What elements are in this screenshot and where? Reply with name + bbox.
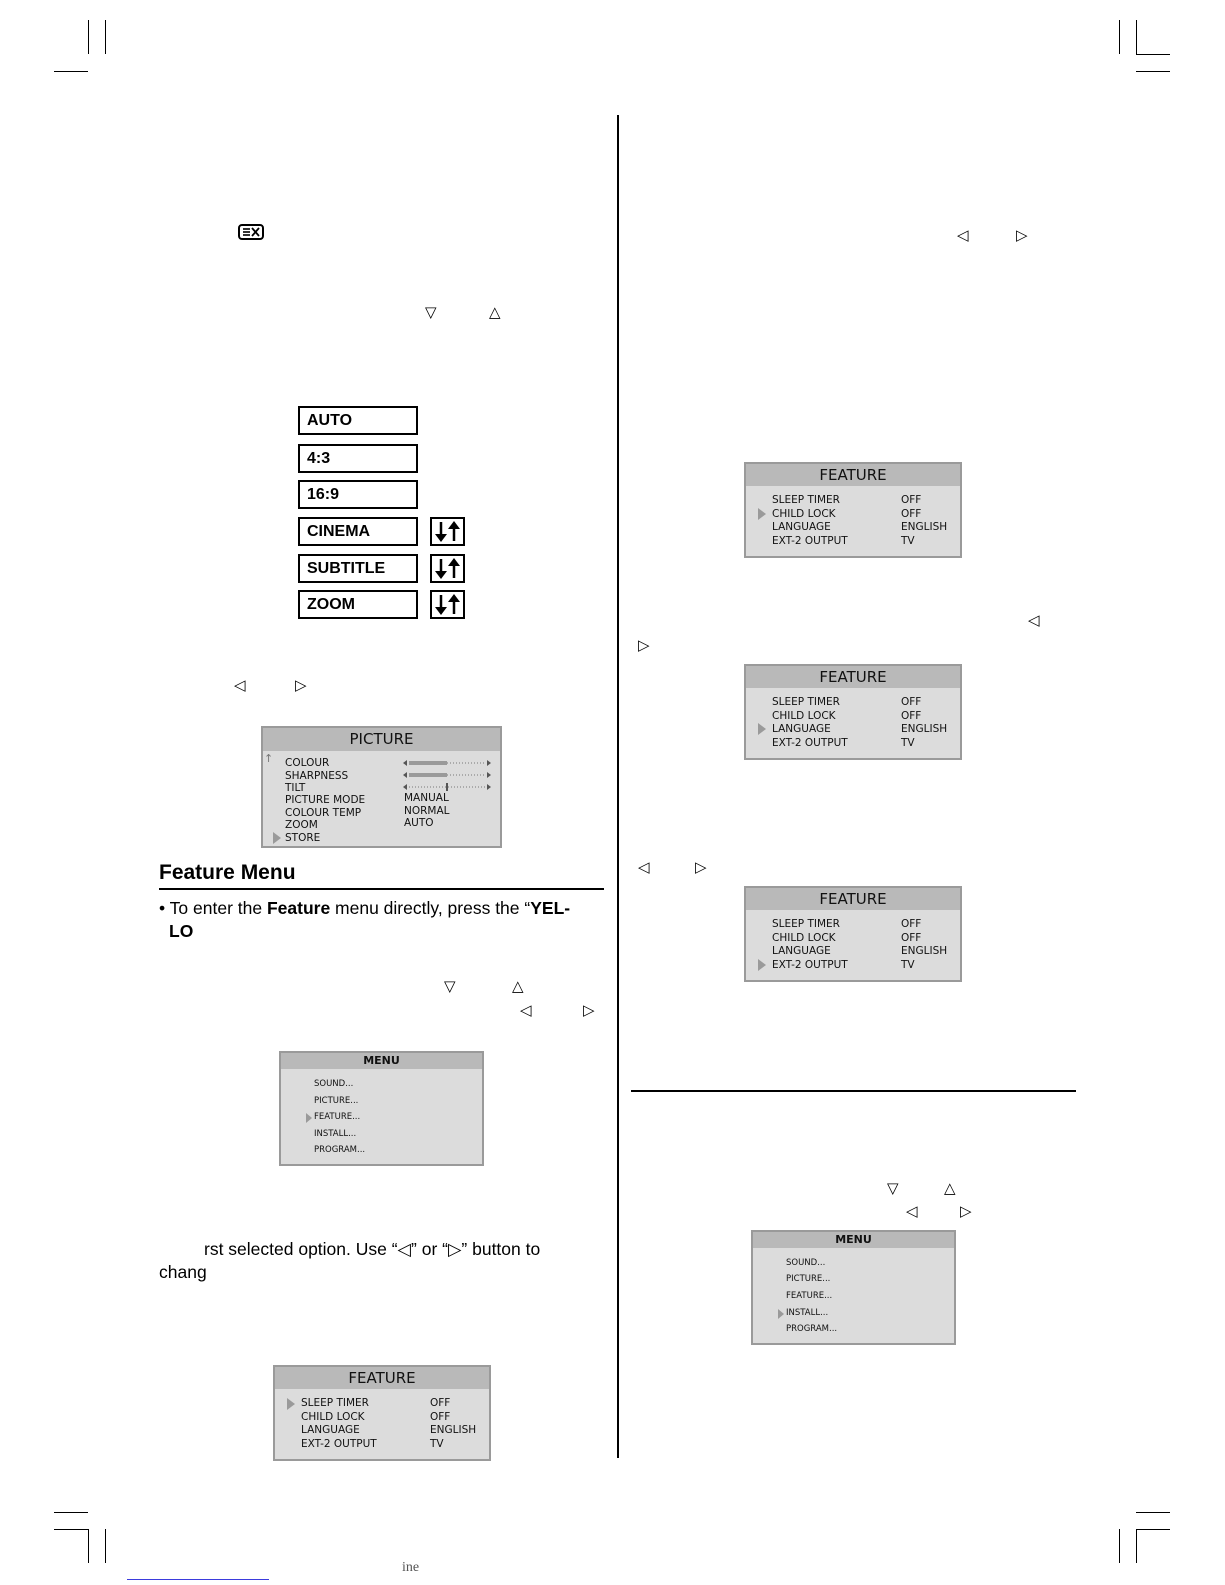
menu-item-picture: PICTURE... — [314, 1096, 359, 1106]
picture-menu — [261, 726, 502, 848]
main-menu-title: MENU — [281, 1053, 482, 1069]
picture-item-label: ZOOM — [285, 819, 318, 831]
feature-item-label: LANGUAGE — [772, 521, 831, 533]
left-triangle-icon: ◁ — [906, 1202, 918, 1220]
feature-item-value: OFF — [901, 508, 922, 520]
main-menu-title: MENU — [753, 1232, 954, 1248]
picture-item-label: PICTURE MODE — [285, 794, 366, 806]
selection-pointer-icon — [273, 832, 281, 844]
colour-slider — [403, 759, 491, 767]
zoom-mode-16-9: 16:9 — [298, 480, 418, 509]
right-triangle-icon: ▷ — [960, 1202, 972, 1220]
left-triangle-icon: ◁ — [638, 858, 650, 876]
feature-item-label: EXT-2 OUTPUT — [772, 535, 848, 547]
feature-item-label: EXT-2 OUTPUT — [772, 737, 848, 749]
section-rule — [631, 1090, 1076, 1092]
feature-item-value: OFF — [901, 710, 922, 722]
menu-item-program: PROGRAM... — [786, 1324, 838, 1334]
feature-intro-paragraph: • To enter the Feature menu directly, press the “YEL- LO — [159, 898, 571, 941]
feature-item-label: CHILD LOCK — [301, 1411, 365, 1423]
sharpness-slider — [403, 771, 491, 779]
zoom-mode-4-3: 4:3 — [298, 444, 418, 473]
feature-item-label: CHILD LOCK — [772, 710, 836, 722]
selection-pointer-icon — [778, 1309, 784, 1319]
menu-item-sound: SOUND... — [786, 1258, 826, 1268]
feature-item-label: CHILD LOCK — [772, 932, 836, 944]
footer-link-underline[interactable] — [127, 1579, 269, 1580]
feature-item-value: TV — [430, 1438, 444, 1450]
feature-item-label: SLEEP TIMER — [772, 696, 840, 708]
feature-menu — [744, 664, 962, 760]
feature-item-label: CHILD LOCK — [772, 508, 836, 520]
zoom-mode-zoom: ZOOM — [298, 590, 418, 619]
up-triangle-icon: △ — [944, 1179, 956, 1197]
down-triangle-icon: ▽ — [444, 977, 456, 995]
left-triangle-icon: ◁ — [520, 1001, 532, 1019]
up-triangle-icon: △ — [489, 303, 501, 321]
picture-item-value: AUTO — [404, 817, 434, 829]
feature-menu — [744, 886, 962, 982]
scroll-up-icon: ↑ — [264, 752, 274, 765]
up-down-arrows-icon — [430, 517, 465, 546]
feature-menu — [273, 1365, 491, 1461]
feature-item-value: OFF — [430, 1397, 451, 1409]
menu-item-install: INSTALL... — [786, 1308, 829, 1318]
feature-item-value: ENGLISH — [901, 521, 948, 533]
selection-pointer-icon — [287, 1398, 295, 1410]
feature-item-value: OFF — [901, 696, 922, 708]
feature-item-label: SLEEP TIMER — [772, 918, 840, 930]
feature-item-value: OFF — [901, 918, 922, 930]
feature-menu — [744, 462, 962, 558]
picture-item-value: NORMAL — [404, 805, 450, 817]
menu-item-program: PROGRAM... — [314, 1145, 366, 1155]
feature-item-label: LANGUAGE — [301, 1424, 360, 1436]
feature-item-label: LANGUAGE — [772, 945, 831, 957]
feature-menu-title: FEATURE — [746, 888, 960, 910]
down-triangle-icon: ▽ — [425, 303, 437, 321]
menu-item-feature: FEATURE... — [786, 1291, 833, 1301]
left-triangle-icon: ◁ — [1028, 611, 1040, 629]
picture-item-label: STORE — [285, 832, 321, 844]
feature-menu-heading: Feature Menu — [159, 861, 296, 884]
feature-menu-title: FEATURE — [746, 666, 960, 688]
subtitle-button-icon — [238, 224, 264, 245]
feature-item-value: OFF — [430, 1411, 451, 1423]
zoom-mode-auto: AUTO — [298, 406, 418, 435]
right-triangle-icon: ▷ — [583, 1001, 595, 1019]
feature-menu-title: FEATURE — [746, 464, 960, 486]
feature-item-value: TV — [901, 535, 915, 547]
picture-item-label: SHARPNESS — [285, 770, 349, 782]
feature-item-label: SLEEP TIMER — [301, 1397, 369, 1409]
feature-item-value: OFF — [901, 932, 922, 944]
fragment-paragraph: rst selected option. Use “◁” or “▷” button to chang — [159, 1239, 541, 1282]
left-triangle-icon: ◁ — [957, 226, 969, 244]
right-triangle-icon: ▷ — [638, 636, 650, 654]
picture-item-label: TILT — [285, 782, 306, 794]
menu-item-sound: SOUND... — [314, 1079, 354, 1089]
right-triangle-icon: ▷ — [695, 858, 707, 876]
up-down-arrows-icon — [430, 590, 465, 619]
picture-menu-title: PICTURE — [263, 728, 500, 751]
feature-item-value: TV — [901, 959, 915, 971]
selection-pointer-icon — [758, 508, 766, 520]
column-divider — [617, 115, 619, 1458]
selection-pointer-icon — [758, 959, 766, 971]
zoom-mode-subtitle: SUBTITLE — [298, 554, 418, 583]
up-down-arrows-icon — [430, 554, 465, 583]
heading-rule — [159, 888, 604, 890]
selection-pointer-icon — [758, 723, 766, 735]
right-triangle-icon: ▷ — [295, 676, 307, 694]
feature-item-value: ENGLISH — [901, 723, 948, 735]
main-menu — [751, 1230, 956, 1345]
feature-item-value: OFF — [901, 494, 922, 506]
menu-item-picture: PICTURE... — [786, 1274, 831, 1284]
feature-item-label: EXT-2 OUTPUT — [301, 1438, 377, 1450]
tilt-slider — [403, 783, 491, 791]
picture-item-value: MANUAL — [404, 792, 449, 804]
right-triangle-icon: ▷ — [1016, 226, 1028, 244]
feature-item-value: TV — [901, 737, 915, 749]
feature-item-label: EXT-2 OUTPUT — [772, 959, 848, 971]
selection-pointer-icon — [306, 1113, 312, 1123]
feature-item-value: ENGLISH — [901, 945, 948, 957]
left-triangle-icon: ◁ — [234, 676, 246, 694]
feature-menu-title: FEATURE — [275, 1367, 489, 1389]
feature-item-label: SLEEP TIMER — [772, 494, 840, 506]
up-triangle-icon: △ — [512, 977, 524, 995]
feature-item-value: ENGLISH — [430, 1424, 477, 1436]
zoom-mode-cinema: CINEMA — [298, 517, 418, 546]
feature-item-label: LANGUAGE — [772, 723, 831, 735]
menu-item-install: INSTALL... — [314, 1129, 357, 1139]
footer-text: ine — [402, 1560, 420, 1575]
main-menu — [279, 1051, 484, 1166]
menu-item-feature: FEATURE... — [314, 1112, 361, 1122]
down-triangle-icon: ▽ — [887, 1179, 899, 1197]
picture-item-label: COLOUR — [285, 757, 330, 769]
picture-item-label: COLOUR TEMP — [285, 807, 362, 819]
